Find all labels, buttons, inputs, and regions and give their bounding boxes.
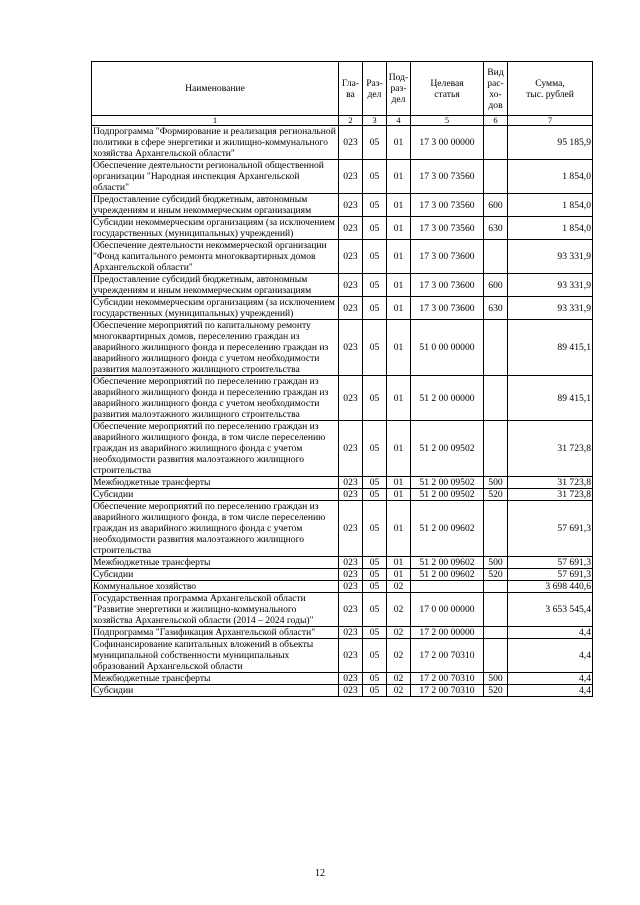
cell-statya: 17 3 00 73560 bbox=[411, 194, 484, 217]
table-row bbox=[92, 240, 593, 274]
cell-vid bbox=[484, 639, 508, 673]
cell-statya: 51 2 00 09602 bbox=[411, 569, 484, 581]
cell-glava: 023 bbox=[339, 489, 363, 501]
cell-razdel: 05 bbox=[363, 673, 387, 685]
cell-vid: 520 bbox=[484, 569, 508, 581]
cell-razdel: 05 bbox=[363, 421, 387, 477]
cell-name: Предоставление субсидий бюджетным, автономным учреждениям и иным некоммерческим организациям bbox=[92, 274, 339, 297]
column-number: 4 bbox=[387, 116, 411, 126]
cell-statya: 51 2 00 09602 bbox=[411, 501, 484, 557]
cell-statya: 17 2 00 70310 bbox=[411, 673, 484, 685]
header-vid: Вид рас- хо- дов bbox=[484, 62, 508, 116]
cell-summa: 93 331,9 bbox=[508, 240, 593, 274]
cell-vid: 500 bbox=[484, 477, 508, 489]
cell-name: Обеспечение мероприятий по переселению граждан из аварийного жилищного фонда, в том числе переселению граждан из аварийного жилищного фонда с учетом необходимости развития малоэтажного жилищного строительства bbox=[92, 421, 339, 477]
cell-glava: 023 bbox=[339, 477, 363, 489]
cell-podrazdel: 01 bbox=[387, 126, 411, 160]
cell-summa: 1 854,0 bbox=[508, 160, 593, 194]
cell-podrazdel: 02 bbox=[387, 685, 411, 697]
cell-vid bbox=[484, 126, 508, 160]
budget-table bbox=[91, 61, 593, 697]
cell-summa: 4,4 bbox=[508, 685, 593, 697]
cell-razdel: 05 bbox=[363, 593, 387, 627]
column-number: 7 bbox=[508, 116, 593, 126]
column-number-row bbox=[92, 116, 593, 126]
cell-name: Межбюджетные трансферты bbox=[92, 477, 339, 489]
cell-podrazdel: 01 bbox=[387, 194, 411, 217]
cell-podrazdel: 01 bbox=[387, 501, 411, 557]
cell-statya: 51 2 00 09502 bbox=[411, 477, 484, 489]
cell-name: Софинансирование капитальных вложений в объекты муниципальной собственности муниципальных образований Архангельской области bbox=[92, 639, 339, 673]
column-number: 5 bbox=[411, 116, 484, 126]
cell-statya: 17 3 00 73560 bbox=[411, 217, 484, 240]
cell-statya: 51 2 00 00000 bbox=[411, 376, 484, 421]
cell-name: Субсидии bbox=[92, 489, 339, 501]
cell-podrazdel: 01 bbox=[387, 489, 411, 501]
cell-razdel: 05 bbox=[363, 581, 387, 593]
cell-glava: 023 bbox=[339, 297, 363, 320]
cell-vid: 600 bbox=[484, 194, 508, 217]
cell-razdel: 05 bbox=[363, 126, 387, 160]
cell-vid: 520 bbox=[484, 685, 508, 697]
cell-statya: 17 3 00 73600 bbox=[411, 240, 484, 274]
cell-vid: 600 bbox=[484, 274, 508, 297]
cell-name: Обеспечение деятельности некоммерческой организации "Фонд капитального ремонта многоквартирных домов Архангельской области" bbox=[92, 240, 339, 274]
cell-name: Обеспечение деятельности региональной общественной организации "Народная инспекция Архангельской области" bbox=[92, 160, 339, 194]
cell-podrazdel: 02 bbox=[387, 627, 411, 639]
cell-name: Коммунальное хозяйство bbox=[92, 581, 339, 593]
header-podrazdel: Под- раз- дел bbox=[387, 62, 411, 116]
cell-name: Предоставление субсидий бюджетным, автономным учреждениям и иным некоммерческим организациям bbox=[92, 194, 339, 217]
cell-glava: 023 bbox=[339, 194, 363, 217]
cell-statya: 17 2 00 00000 bbox=[411, 627, 484, 639]
cell-razdel: 05 bbox=[363, 240, 387, 274]
cell-name: Обеспечение мероприятий по капитальному ремонту многоквартирных домов, переселению граждан из аварийного жилищного фонда и переселению граждан из аварийного жилищного фонда с учетом необходимости развития малоэтажного жилищного строительства bbox=[92, 320, 339, 376]
cell-vid bbox=[484, 376, 508, 421]
cell-razdel: 05 bbox=[363, 217, 387, 240]
cell-glava: 023 bbox=[339, 274, 363, 297]
table-body bbox=[92, 126, 593, 697]
cell-statya: 51 0 00 00000 bbox=[411, 320, 484, 376]
cell-podrazdel: 01 bbox=[387, 569, 411, 581]
cell-vid: 630 bbox=[484, 297, 508, 320]
header-name: Наименование bbox=[92, 62, 339, 116]
cell-podrazdel: 01 bbox=[387, 274, 411, 297]
table-row bbox=[92, 581, 593, 593]
cell-name: Субсидии bbox=[92, 685, 339, 697]
cell-glava: 023 bbox=[339, 217, 363, 240]
cell-vid: 630 bbox=[484, 217, 508, 240]
cell-statya: 17 0 00 00000 bbox=[411, 593, 484, 627]
cell-summa: 4,4 bbox=[508, 627, 593, 639]
cell-glava: 023 bbox=[339, 240, 363, 274]
cell-glava: 023 bbox=[339, 320, 363, 376]
table-row bbox=[92, 569, 593, 581]
cell-summa: 1 854,0 bbox=[508, 217, 593, 240]
cell-podrazdel: 01 bbox=[387, 557, 411, 569]
table-row bbox=[92, 320, 593, 376]
cell-vid bbox=[484, 160, 508, 194]
cell-podrazdel: 02 bbox=[387, 639, 411, 673]
cell-summa: 57 691,3 bbox=[508, 501, 593, 557]
page-number: 12 bbox=[315, 868, 325, 879]
cell-glava: 023 bbox=[339, 160, 363, 194]
cell-razdel: 05 bbox=[363, 685, 387, 697]
table-row bbox=[92, 489, 593, 501]
header-statya: Целевая статья bbox=[411, 62, 484, 116]
cell-glava: 023 bbox=[339, 639, 363, 673]
cell-summa: 89 415,1 bbox=[508, 320, 593, 376]
cell-podrazdel: 01 bbox=[387, 376, 411, 421]
cell-name: Государственная программа Архангельской области "Развитие энергетики и жилищно-коммунального хозяйства Архангельской области (2014 – 2024 годы)" bbox=[92, 593, 339, 627]
cell-summa: 89 415,1 bbox=[508, 376, 593, 421]
cell-podrazdel: 02 bbox=[387, 593, 411, 627]
cell-name: Субсидии некоммерческим организациям (за исключением государственных (муниципальных) учреждений) bbox=[92, 217, 339, 240]
cell-summa: 95 185,9 bbox=[508, 126, 593, 160]
cell-razdel: 05 bbox=[363, 569, 387, 581]
table-row bbox=[92, 160, 593, 194]
cell-name: Подпрограмма "Газификация Архангельской области" bbox=[92, 627, 339, 639]
header-glava: Гла- ва bbox=[339, 62, 363, 116]
cell-podrazdel: 01 bbox=[387, 217, 411, 240]
cell-podrazdel: 01 bbox=[387, 297, 411, 320]
cell-vid bbox=[484, 627, 508, 639]
header-razdel: Раз- дел bbox=[363, 62, 387, 116]
table-row bbox=[92, 685, 593, 697]
cell-statya: 17 2 00 70310 bbox=[411, 639, 484, 673]
cell-summa: 1 854,0 bbox=[508, 194, 593, 217]
cell-statya: 51 2 00 09502 bbox=[411, 421, 484, 477]
cell-vid bbox=[484, 501, 508, 557]
cell-summa: 93 331,9 bbox=[508, 274, 593, 297]
table-row bbox=[92, 421, 593, 477]
cell-vid: 500 bbox=[484, 557, 508, 569]
cell-podrazdel: 01 bbox=[387, 160, 411, 194]
table-row bbox=[92, 274, 593, 297]
cell-glava: 023 bbox=[339, 593, 363, 627]
cell-podrazdel: 01 bbox=[387, 477, 411, 489]
cell-statya bbox=[411, 581, 484, 593]
cell-summa: 31 723,8 bbox=[508, 421, 593, 477]
cell-statya: 17 3 00 73600 bbox=[411, 274, 484, 297]
cell-razdel: 05 bbox=[363, 274, 387, 297]
cell-statya: 17 2 00 70310 bbox=[411, 685, 484, 697]
table-row bbox=[92, 194, 593, 217]
cell-razdel: 05 bbox=[363, 557, 387, 569]
column-number: 3 bbox=[363, 116, 387, 126]
cell-summa: 4,4 bbox=[508, 639, 593, 673]
cell-vid bbox=[484, 240, 508, 274]
table-row bbox=[92, 217, 593, 240]
cell-podrazdel: 02 bbox=[387, 581, 411, 593]
table-row bbox=[92, 501, 593, 557]
cell-glava: 023 bbox=[339, 126, 363, 160]
cell-vid bbox=[484, 320, 508, 376]
cell-name: Субсидии некоммерческим организациям (за исключением государственных (муниципальных) учреждений) bbox=[92, 297, 339, 320]
cell-glava: 023 bbox=[339, 581, 363, 593]
cell-razdel: 05 bbox=[363, 320, 387, 376]
cell-vid bbox=[484, 581, 508, 593]
cell-razdel: 05 bbox=[363, 160, 387, 194]
cell-glava: 023 bbox=[339, 421, 363, 477]
cell-razdel: 05 bbox=[363, 501, 387, 557]
cell-summa: 4,4 bbox=[508, 673, 593, 685]
cell-statya: 17 3 00 73600 bbox=[411, 297, 484, 320]
column-number: 2 bbox=[339, 116, 363, 126]
cell-razdel: 05 bbox=[363, 194, 387, 217]
cell-podrazdel: 02 bbox=[387, 673, 411, 685]
column-number: 6 bbox=[484, 116, 508, 126]
cell-glava: 023 bbox=[339, 685, 363, 697]
cell-summa: 31 723,8 bbox=[508, 477, 593, 489]
cell-glava: 023 bbox=[339, 673, 363, 685]
cell-name: Обеспечение мероприятий по переселению граждан из аварийного жилищного фонда и переселению граждан из аварийного жилищного фонда с учетом необходимости развития малоэтажного жилищного строительства bbox=[92, 376, 339, 421]
cell-name: Межбюджетные трансферты bbox=[92, 673, 339, 685]
cell-statya: 17 3 00 73560 bbox=[411, 160, 484, 194]
cell-razdel: 05 bbox=[363, 639, 387, 673]
cell-razdel: 05 bbox=[363, 477, 387, 489]
cell-summa: 3 698 440,6 bbox=[508, 581, 593, 593]
cell-glava: 023 bbox=[339, 376, 363, 421]
cell-name: Межбюджетные трансферты bbox=[92, 557, 339, 569]
cell-podrazdel: 01 bbox=[387, 240, 411, 274]
table-row bbox=[92, 557, 593, 569]
table-row bbox=[92, 593, 593, 627]
cell-statya: 17 3 00 00000 bbox=[411, 126, 484, 160]
header-summa: Сумма, тыс. рублей bbox=[508, 62, 593, 116]
cell-summa: 57 691,3 bbox=[508, 569, 593, 581]
column-number: 1 bbox=[92, 116, 339, 126]
cell-glava: 023 bbox=[339, 627, 363, 639]
cell-name: Субсидии bbox=[92, 569, 339, 581]
table-row bbox=[92, 639, 593, 673]
table-row bbox=[92, 126, 593, 160]
cell-glava: 023 bbox=[339, 501, 363, 557]
cell-glava: 023 bbox=[339, 557, 363, 569]
cell-podrazdel: 01 bbox=[387, 421, 411, 477]
cell-summa: 31 723,8 bbox=[508, 489, 593, 501]
cell-razdel: 05 bbox=[363, 489, 387, 501]
cell-summa: 57 691,3 bbox=[508, 557, 593, 569]
cell-vid: 520 bbox=[484, 489, 508, 501]
cell-statya: 51 2 00 09602 bbox=[411, 557, 484, 569]
cell-podrazdel: 01 bbox=[387, 320, 411, 376]
cell-statya: 51 2 00 09502 bbox=[411, 489, 484, 501]
table-header-row bbox=[92, 62, 593, 116]
table-row bbox=[92, 673, 593, 685]
cell-razdel: 05 bbox=[363, 297, 387, 320]
cell-name: Обеспечение мероприятий по переселению граждан из аварийного жилищного фонда, в том числе переселению граждан из аварийного жилищного фонда с учетом необходимости развития малоэтажного жилищного строительства bbox=[92, 501, 339, 557]
cell-name: Подпрограмма "Формирование и реализация региональной политики в сфере энергетики и жилищно-коммунального хозяйства Архангельской области" bbox=[92, 126, 339, 160]
table-row bbox=[92, 627, 593, 639]
table-row bbox=[92, 477, 593, 489]
cell-summa: 3 653 545,4 bbox=[508, 593, 593, 627]
cell-vid: 500 bbox=[484, 673, 508, 685]
cell-glava: 023 bbox=[339, 569, 363, 581]
cell-vid bbox=[484, 421, 508, 477]
cell-razdel: 05 bbox=[363, 627, 387, 639]
cell-summa: 93 331,9 bbox=[508, 297, 593, 320]
cell-vid bbox=[484, 593, 508, 627]
table-row bbox=[92, 297, 593, 320]
table-row bbox=[92, 376, 593, 421]
cell-razdel: 05 bbox=[363, 376, 387, 421]
